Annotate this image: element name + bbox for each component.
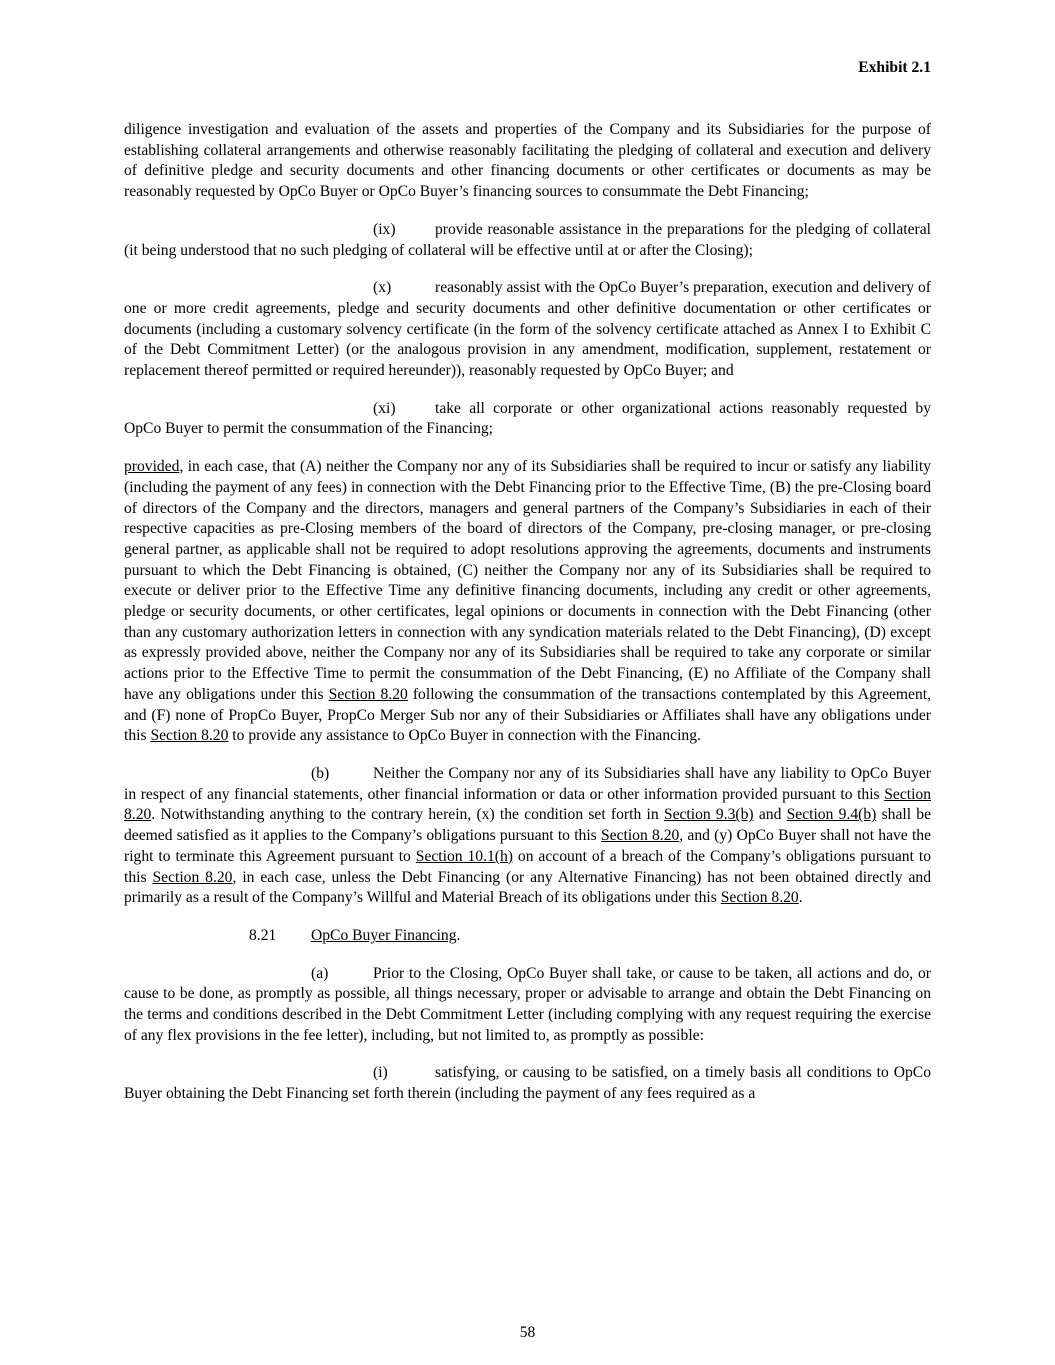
- clause-x-text: reasonably assist with the OpCo Buyer’s preparation, execution and delivery of one or more credit agreements, pledge and security documents and other definitive documentation or other certificates or documents (including a customary solvency certificate (in the form of the solvency certificate attached as Annex I to Exhibit C of the Debt Commitment Letter) (or the analogous provision in any amendment, modification, supplement, restatement or replacement thereof permitted or required hereunder)), reasonably requested by OpCo Buyer; and: [124, 279, 931, 380]
- clause-ix-number: (ix): [373, 220, 396, 238]
- section-reference: Section 9.4(b): [786, 806, 877, 824]
- section-reference: Section 9.3(b): [663, 806, 754, 824]
- clause-x-number: (x): [373, 279, 392, 297]
- paragraph-continuation: diligence investigation and evaluation of the assets and properties of the Company and its Subsidiaries for the purpose of establishing collateral arrangements and otherwise reasonably facilitating the pledging of collateral and execution and delivery of definitive pledge and security documents and other financing documents or other certificates or documents as may be reasonably requested by OpCo Buyer or OpCo Buyer’s financing sources to consummate the Debt Financing;: [124, 121, 931, 201]
- proviso-text-2: following the consummation of the transactions contemplated by this Agreement, and (F) none of PropCo Buyer, PropCo Merger Sub nor any of their Subsidiaries or Affiliates shall have any obligations under this: [124, 685, 931, 745]
- clause-ix: [124, 220, 931, 261]
- section-reference: Section 10.1(h): [415, 847, 513, 865]
- section-reference: Section 8.20: [720, 889, 799, 907]
- clause-b-number: (b): [311, 764, 330, 782]
- section-reference: Section 8.20: [150, 727, 229, 745]
- clause-a-number: (a): [311, 964, 329, 982]
- clause-b-text-3: and: [753, 806, 787, 824]
- clause-b-text-4: shall be deemed satisfied as it applies to the Company’s obligations pursuant to this: [124, 806, 932, 845]
- clause-b-text-1: Neither the Company nor any of its Subsidiaries shall have any liability to OpCo Buyer in respect of any financial statements, other financial information or data or other information provided pursuant to this: [124, 764, 931, 803]
- section-title-period: .: [456, 926, 461, 944]
- section-reference: Section 8.20: [124, 785, 931, 824]
- clause-b-text-6: on account of a breach of the Company’s obligations pursuant to this: [124, 847, 931, 886]
- clause-a-text: Prior to the Closing, OpCo Buyer shall take, or cause to be taken, all actions and do, or cause to be done, as promptly as possible, all things necessary, proper or advisable to arrange and obtain the Debt Financing on the terms and conditions described in the Debt Commitment Letter (including complying with any request requiring the exercise of any flex provisions in the fee letter), including, but not limited to, as promptly as possible:: [124, 964, 931, 1044]
- section-number: 8.21: [249, 926, 277, 944]
- exhibit-label: Exhibit 2.1: [858, 59, 931, 76]
- proviso-text-3: to provide any assistance to OpCo Buyer in connection with the Financing.: [228, 727, 701, 745]
- clause-xi-number: (xi): [373, 399, 396, 417]
- clause-b-text-8: .: [798, 889, 803, 907]
- clause-i: [124, 1063, 931, 1104]
- clause-b: [124, 764, 931, 909]
- proviso-paragraph: [124, 457, 931, 747]
- clause-b-text-5: , and (y) OpCo Buyer shall not have the right to terminate this Agreement pursuant to: [124, 827, 932, 865]
- clause-x: [124, 278, 931, 382]
- clause-ix-text: provide reasonable assistance in the preparations for the pledging of collateral (it being understood that no such pledging of collateral will be effective until at or after the Closing);: [124, 220, 931, 259]
- clause-i-number: (i): [373, 1064, 388, 1082]
- section-reference: Section 8.20: [328, 685, 408, 703]
- clause-b-text-2: . Notwithstanding anything to the contrary herein, (x) the condition set forth in: [151, 806, 664, 824]
- section-title: OpCo Buyer Financing: [311, 926, 457, 944]
- document-body: [124, 120, 931, 1122]
- proviso-text-1: , in each case, that (A) neither the Company nor any of its Subsidiaries shall be required to incur or satisfy any liability (including the payment of any fees) in connection with the Debt Financing prior to the Effective Time, (B) the pre-Closing board of directors of the Company and the directors, managers and general partners of the Company’s Subsidiaries in each of their respective capacities as pre-Closing members of the board of directors of the Company, pre-closing manager, or pre-closing general partner, as applicable shall not be required to adopt resolutions approving the agreements, documents and instruments pursuant to which the Debt Financing is obtained, (C) neither the Company nor any of its Subsidiaries shall be required to execute or deliver prior to the Effective Time any definitive financing documents, including any credit or other agreements, pledge or security documents, or other certificates, legal opinions or documents in connection with the Debt Financing (other than any customary authorization letters in connection with any syndication materials related to the Debt Financing), (D) except as expressly provided above, neither the Company nor any of its Subsidiaries shall be required to take any corporate or similar actions prior to the Effective Time to permit the consummation of the Debt Financing, (E) no Affiliate of the Company shall have any obligations under this: [124, 458, 931, 703]
- page-number: 58: [519, 1324, 536, 1341]
- clause-a: [124, 964, 931, 1047]
- section-reference: Section 8.20: [600, 827, 680, 845]
- section-heading: [124, 926, 931, 947]
- clause-i-text: satisfying, or causing to be satisfied, on a timely basis all conditions to OpCo Buyer obtaining the Debt Financing set forth therein (including the payment of any fees required as a: [124, 1064, 931, 1103]
- clause-xi-text: take all corporate or other organizational actions reasonably requested by OpCo Buyer to permit the consummation of the Financing;: [124, 399, 931, 438]
- clause-xi: [124, 399, 931, 440]
- clause-b-text-7: , in each case, unless the Debt Financing (or any Alternative Financing) has not been obtained directly and primarily as a result of the Company’s Willful and Material Breach of its obligations under this: [124, 868, 931, 907]
- proviso-keyword: provided: [124, 458, 180, 476]
- section-reference: Section 8.20: [152, 868, 233, 886]
